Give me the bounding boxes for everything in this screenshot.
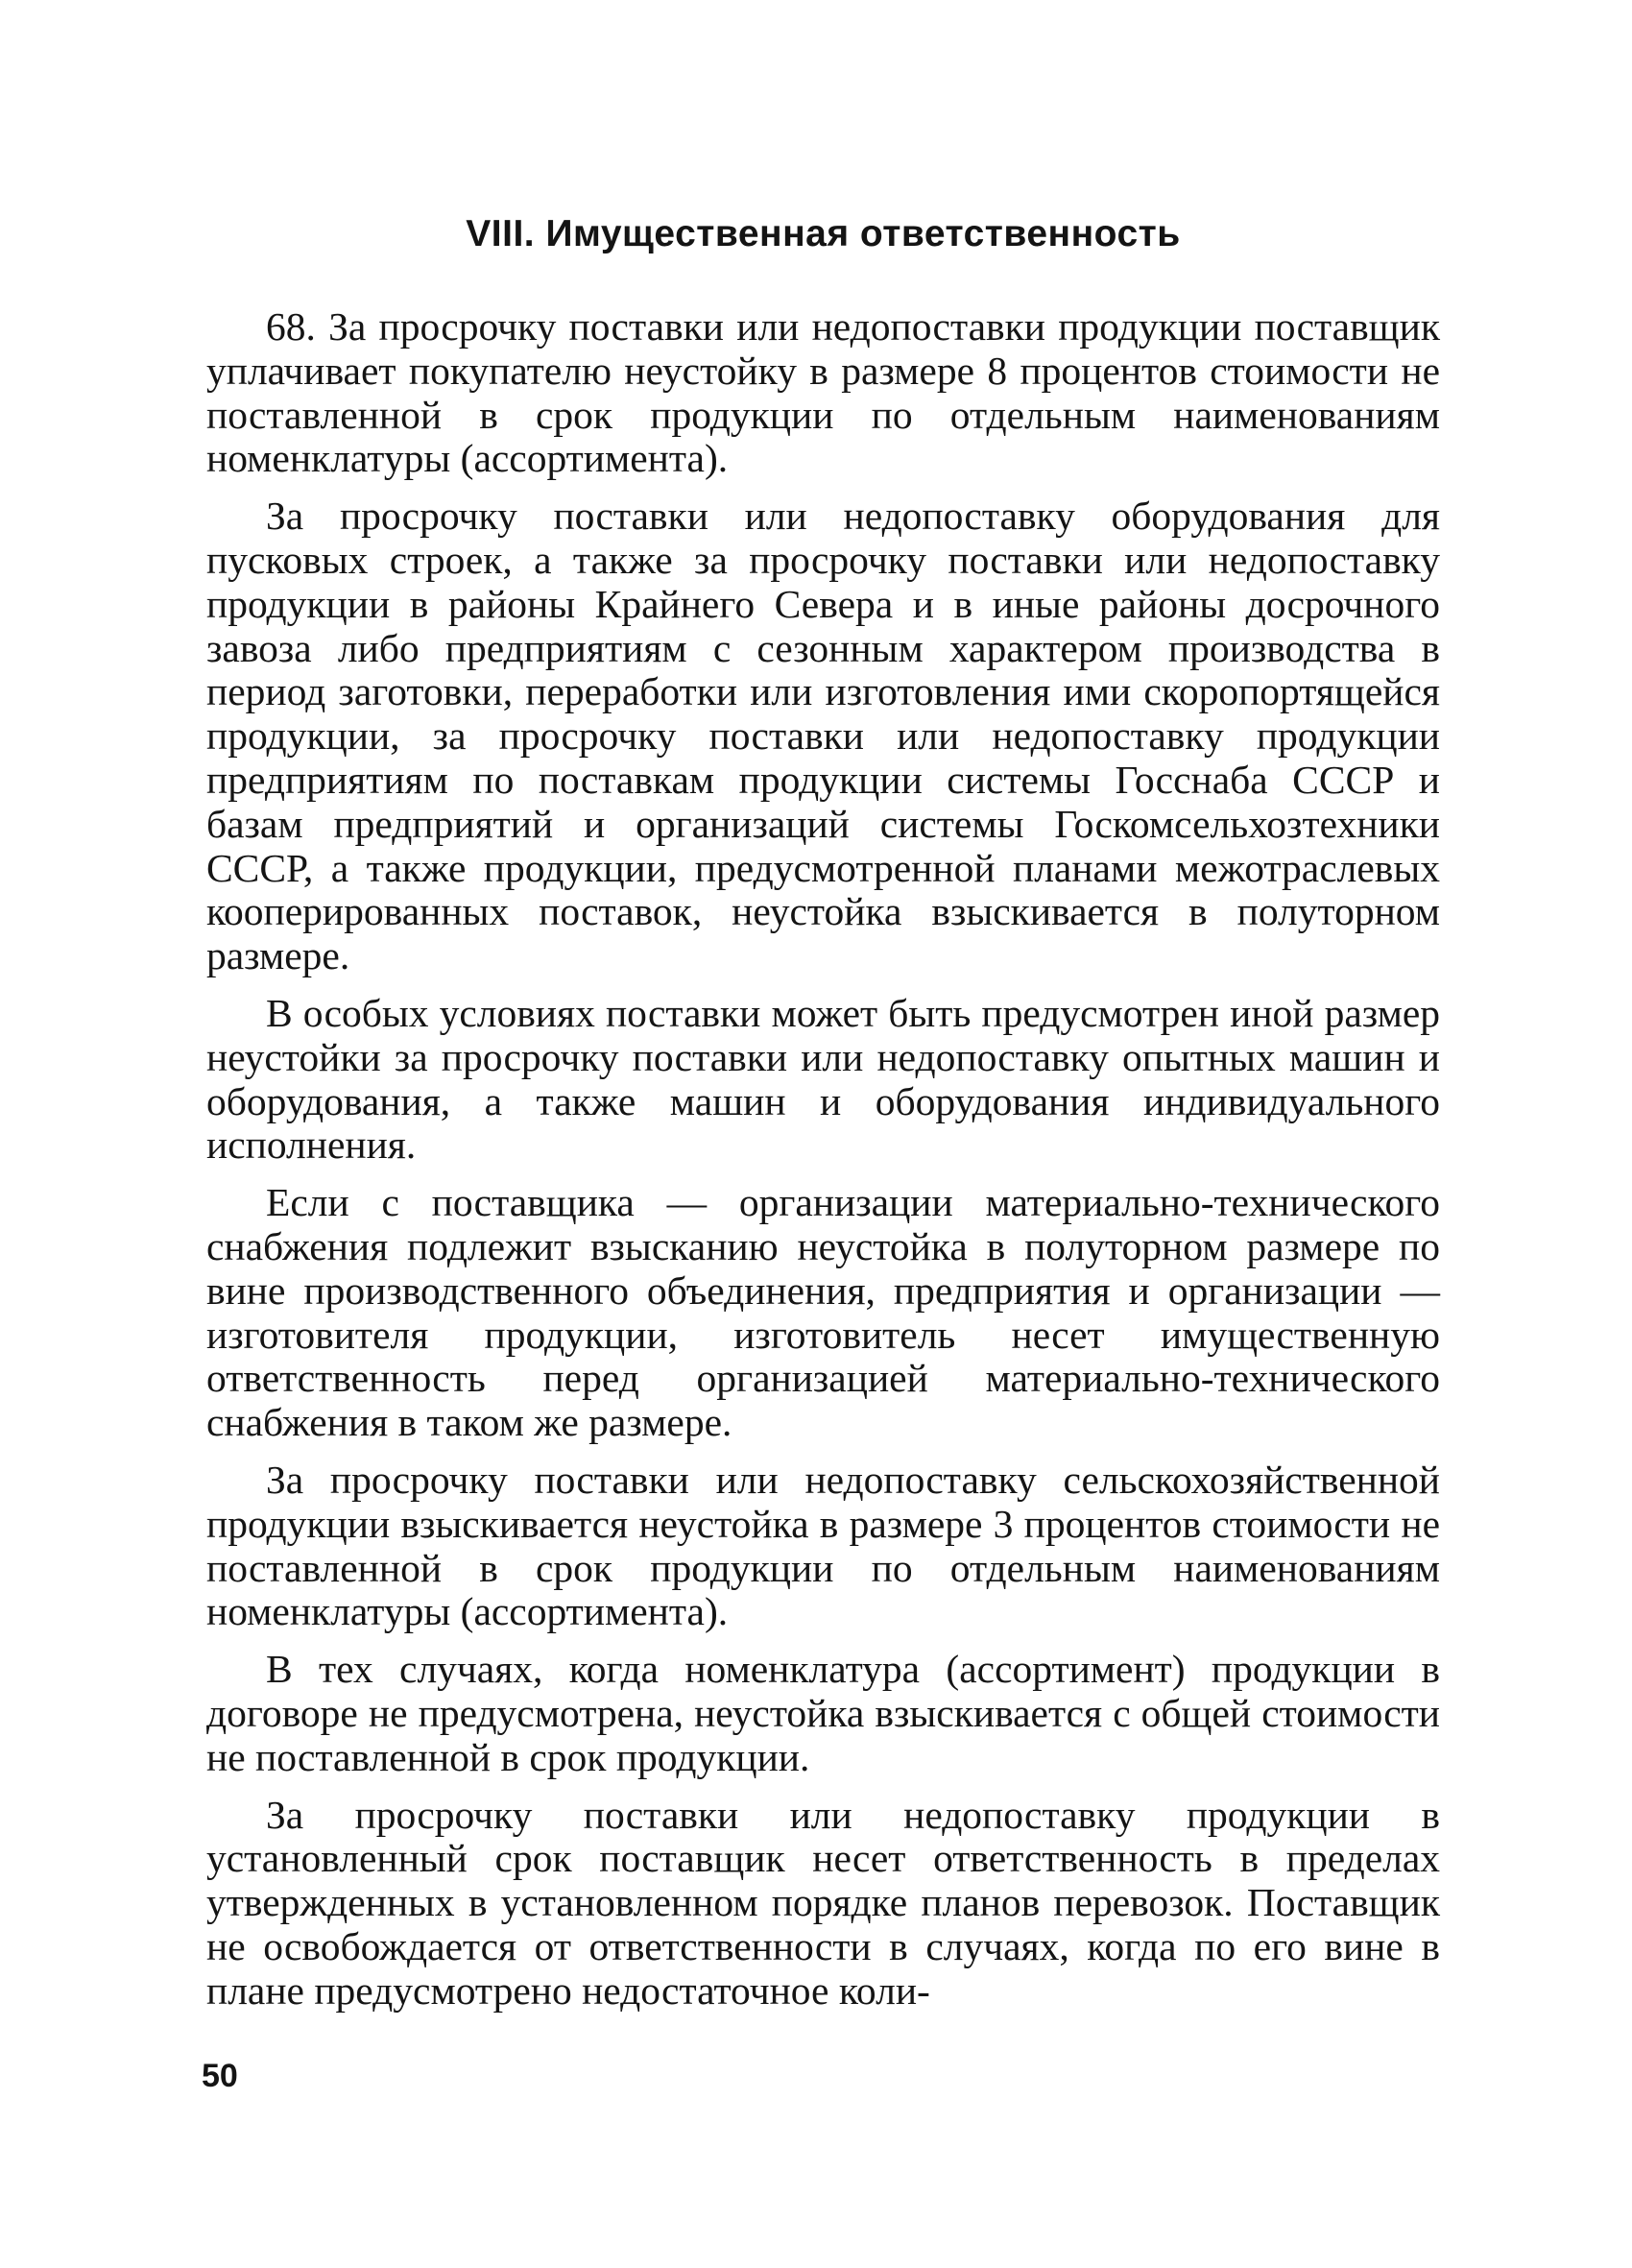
paragraph: За просрочку поставки или недопоставку продукции в установленный срок поставщик несет ответственность в пределах утвержденных в установленном порядке планов перевозок. Поставщик не освобождается от ответственности в случаях, когда по его вине в плане предусмотрено недостаточное коли- — [206, 1792, 1440, 2013]
paragraph: В тех случаях, когда номенклатура (ассортимент) продукции в договоре не предусмотрена, неустойка взыскивается с общей стоимости не поставленной в срок продукции. — [206, 1647, 1440, 1779]
paragraph: За просрочку поставки или недопоставку сельскохозяйственной продукции взыскивается неустойка в размере 3 процентов стоимости не поставленной в срок продукции по отдельным наименованиям номенклатуры (ассортимента). — [206, 1457, 1440, 1634]
paragraph-68: 68. За просрочку поставки или недопоставки продукции поставщик уплачивает покупателю неустойку в размере 8 процентов стоимости не поставленной в срок продукции по отдельным наименованиям номенклатуры (ассортимента). — [206, 304, 1440, 481]
section-heading: VIII. Имущественная ответственность — [466, 213, 1181, 254]
page-number: 50 — [202, 2058, 238, 2094]
paragraph: В особых условиях поставки может быть предусмотрен иной размер неустойки за просрочку поставки или недопоставку опытных машин и оборудования, а также машин и оборудования индивидуального исполнения. — [206, 990, 1440, 1168]
body-text — [206, 305, 1440, 2026]
paragraph: Если с поставщика — организации материально-технического снабжения подлежит взысканию неустойка в полуторном размере по вине производственного объединения, предприятия и организации — изготовителя продукции, изготовитель несет имущественную ответственность перед организацией материально-технического снабжения в таком же размере. — [206, 1180, 1440, 1445]
paragraph: За просрочку поставки или недопоставку оборудования для пусковых строек, а также за просрочку поставки или недопоставку продукции в районы Крайнего Севера и в иные районы досрочного завоза либо предприятиям с сезонным характером производства в период заготовки, переработки или изготовления ими скоропортящейся продукции, за просрочку поставки или недопоставку продукции предприятиям по поставкам продукции системы Госснаба СССР и базам предприятий и организаций системы Госкомсельхозтехники СССР, а также продукции, предусмотренной планами межотраслевых кооперированных поставок, неустойка взыскивается в полуторном размере. — [206, 494, 1440, 978]
